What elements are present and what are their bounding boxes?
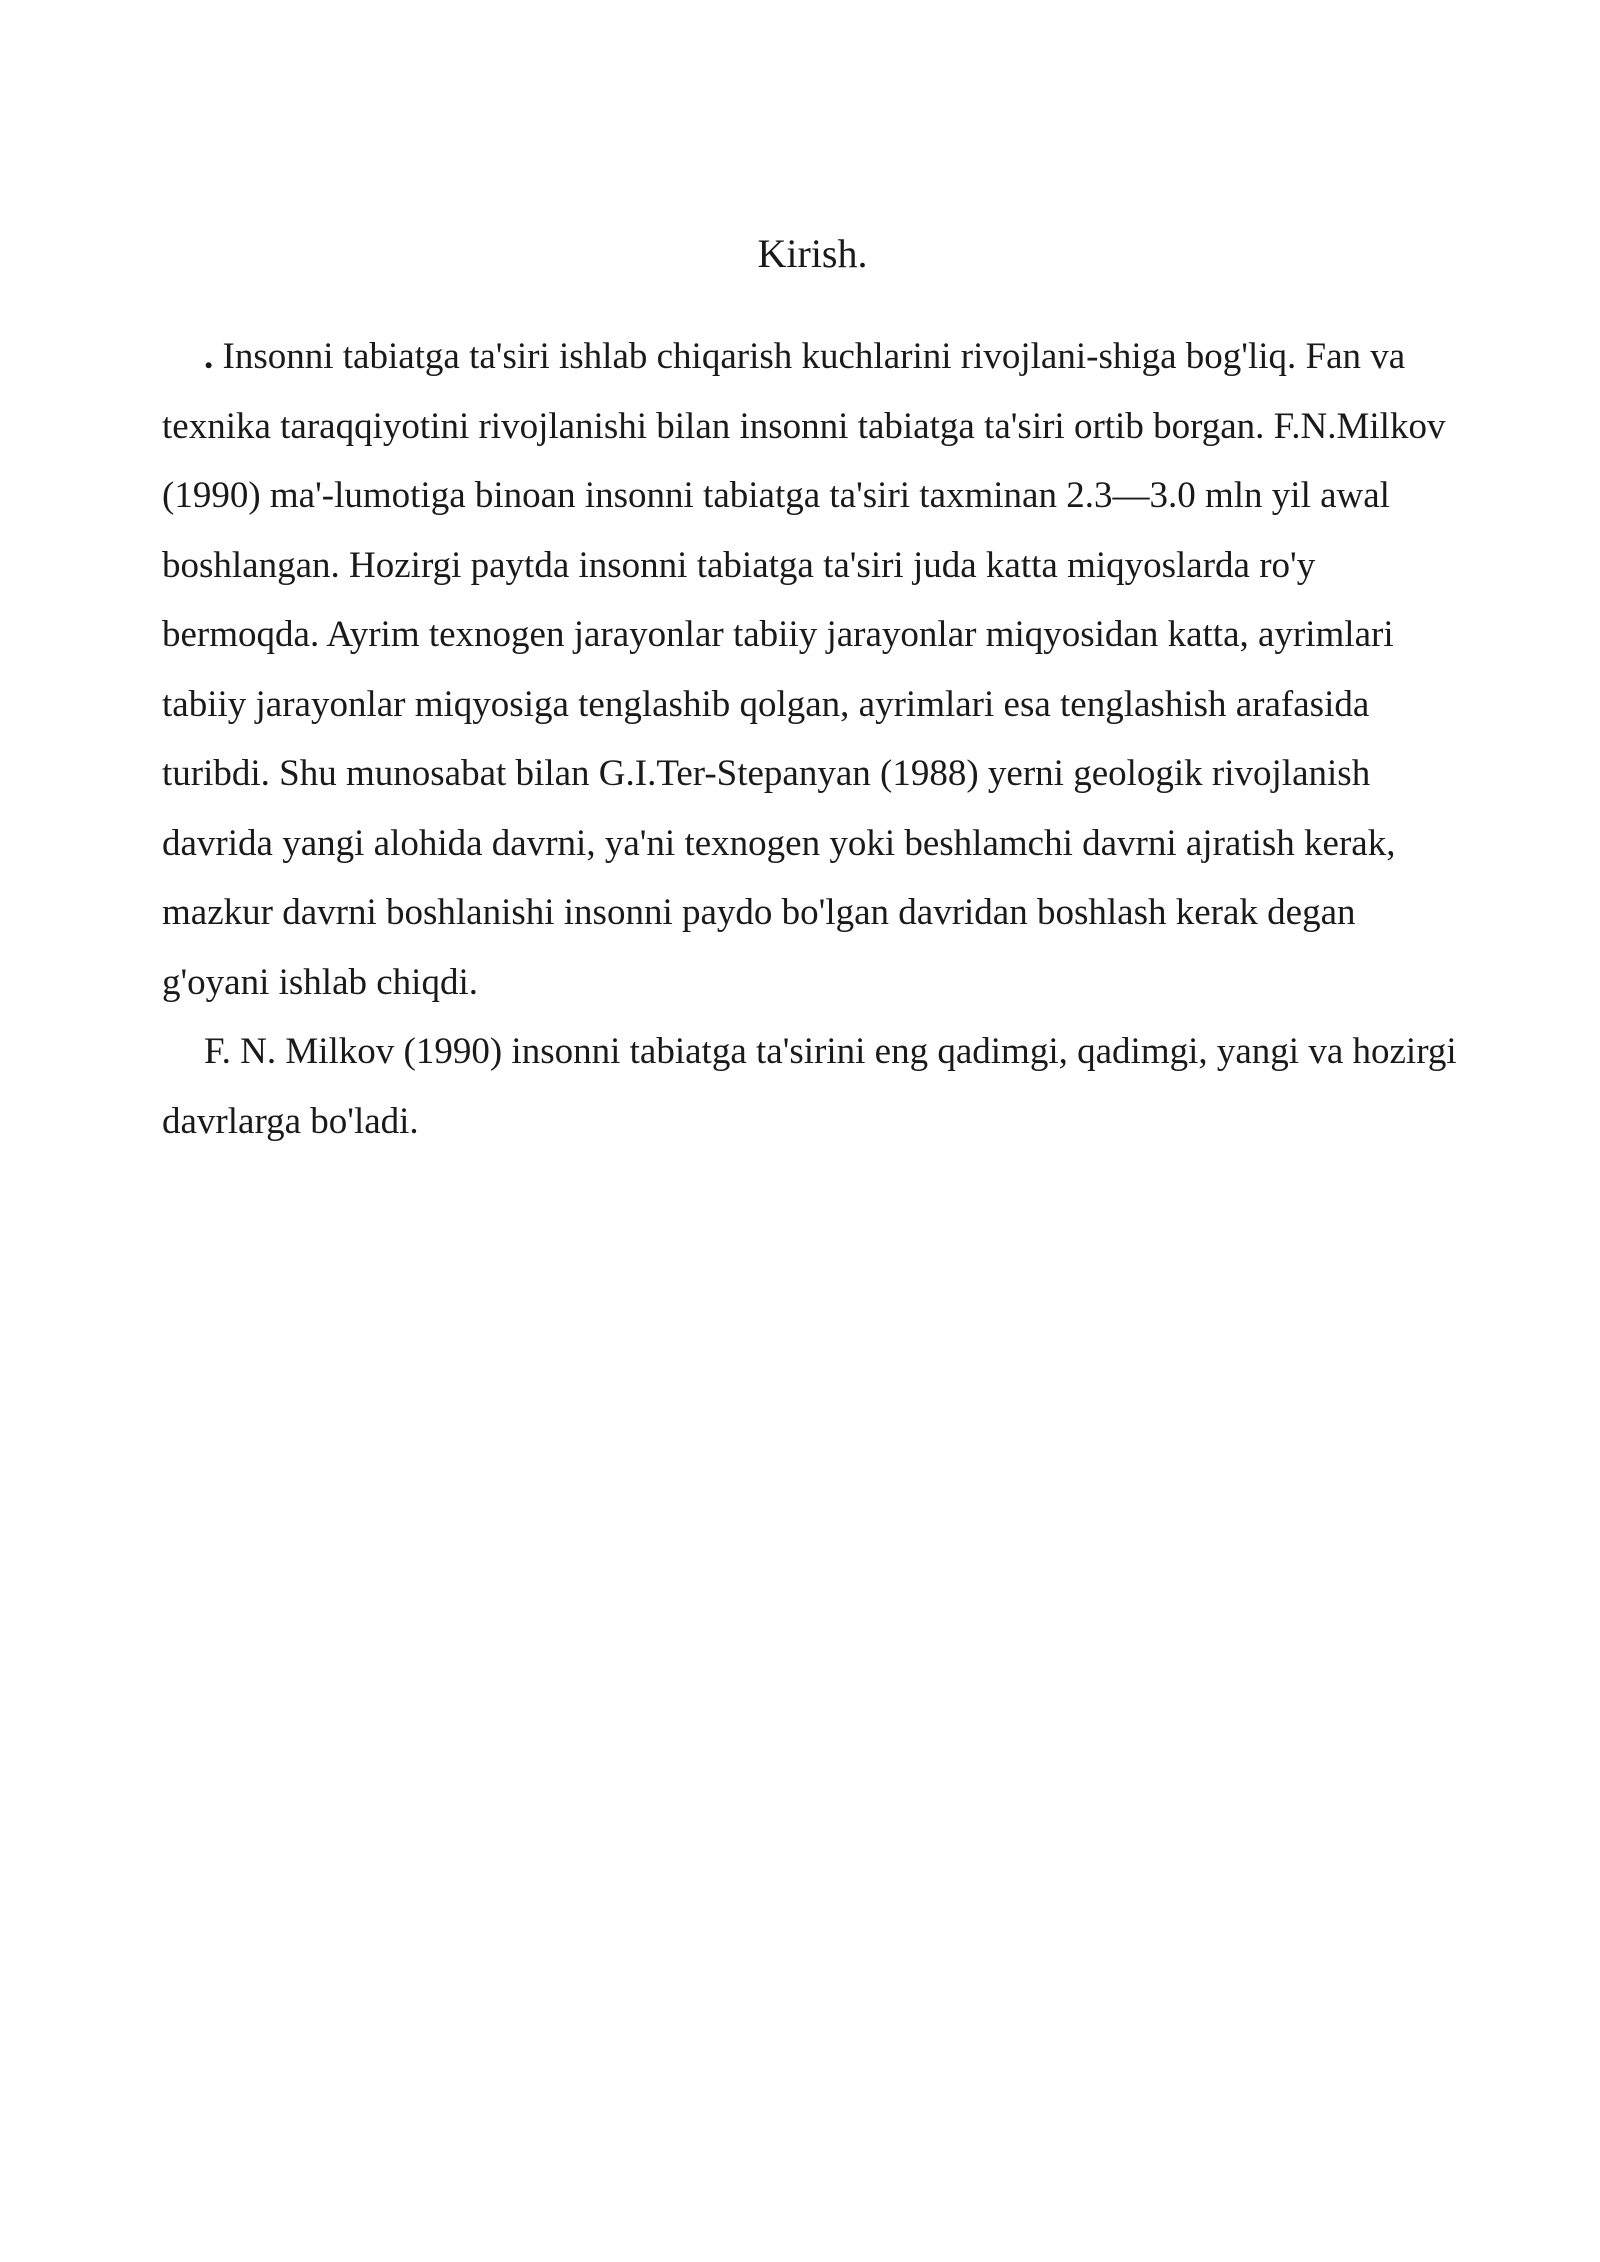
paragraph-2-text: F. N. Milkov (1990) insonni tabiatga ta'sirini eng qadimgi, qadimgi, yangi va hozirgi davrlarga bo'ladi. xyxy=(162,1031,1457,1142)
document-body xyxy=(162,322,1470,1156)
document-title: Kirish. xyxy=(757,231,868,276)
paragraph-2 xyxy=(162,1017,1470,1156)
paragraph-lead-marker: . xyxy=(204,336,214,377)
paragraph-1-text: Insonni tabiatga ta'siri ishlab chiqarish kuchlarini rivojlani-shiga bog'liq. Fan va texnika taraqqiyotini rivojlanishi bilan insonni tabiatga ta'siri ortib borgan. F.N.Milkov (1990) ma'-lumotiga binoan insonni tabiatga ta'siri taxminan 2.3—3.0 mln yil awal boshlangan. Hozirgi paytda insonni tabiatga ta'siri juda katta miqyoslarda ro'y bermoqda. Ayrim texnogen jarayonlar tabiiy jarayonlar miqyosidan katta, ayrimlari tabiiy jarayonlar miqyosiga tenglashib qolgan, ayrimlari esa tenglashish arafasida turibdi. Shu munosabat bilan G.I.Ter-Stepanyan (1988) yerni geologik rivojlanish davrida yangi alohida davrni, ya'ni texnogen yoki beshlamchi davrni ajratish kerak, mazkur davrni boshlanishi insonni paydo bo'lgan davridan boshlash kerak degan g'oyani ishlab chiqdi. xyxy=(162,336,1446,1003)
paragraph-1 xyxy=(162,322,1470,1017)
